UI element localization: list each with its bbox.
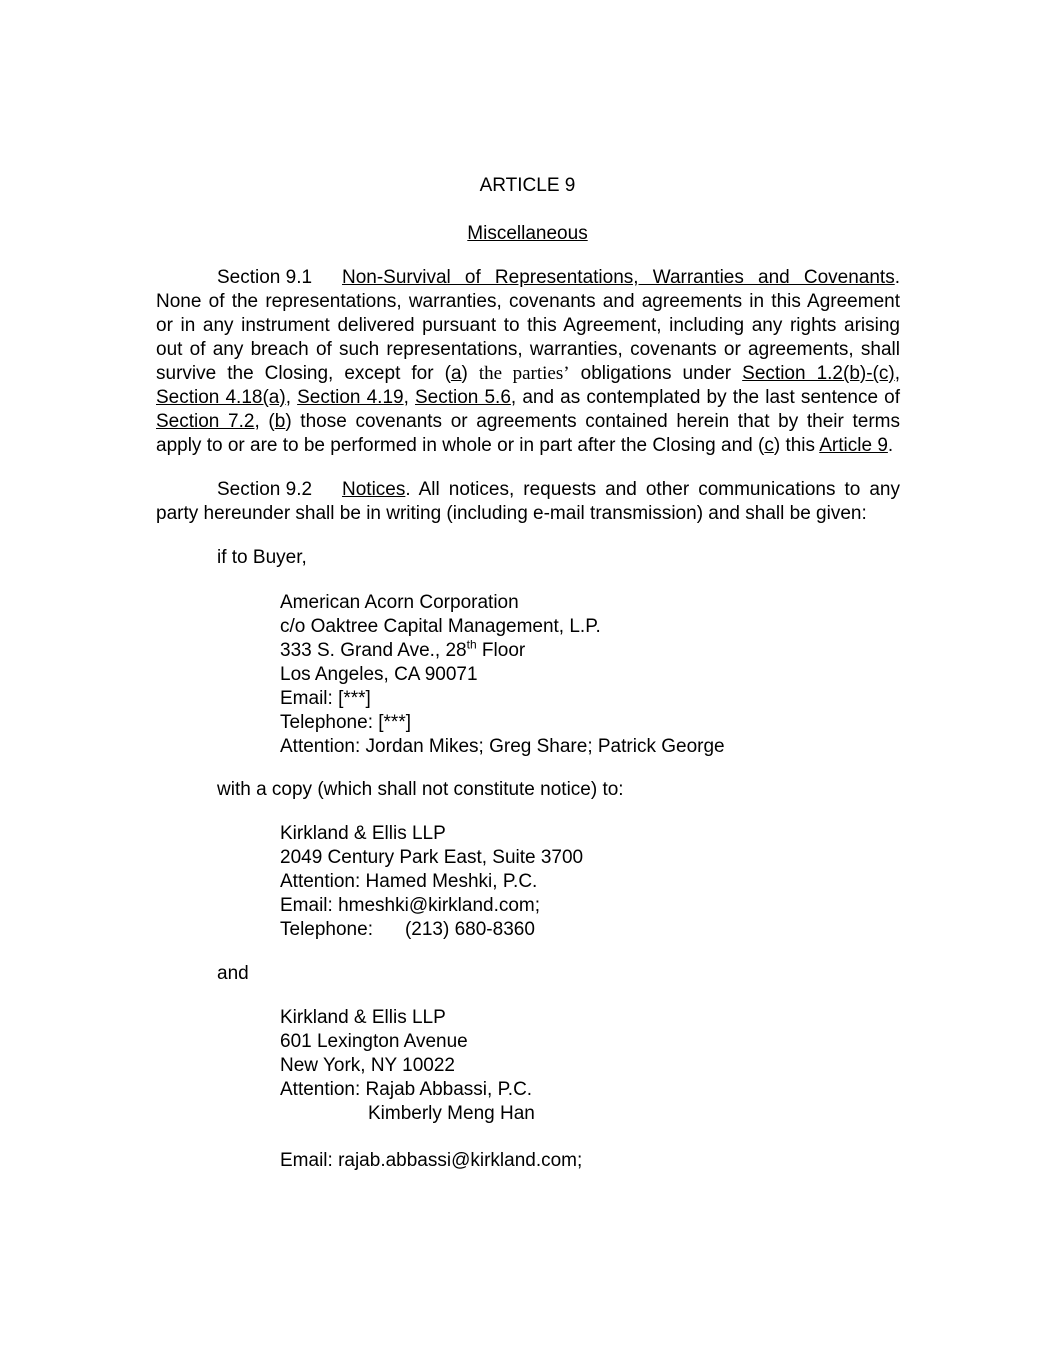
kirkland-la-firm: Kirkland & Ellis LLP bbox=[280, 823, 446, 844]
section-9-1-text: , and as contemplated by the last sentence of bbox=[510, 387, 901, 408]
section-9-1-text: ) this bbox=[773, 435, 820, 456]
cross-reference: Section 4.19 bbox=[297, 387, 404, 408]
section-9-1-text: , ( bbox=[254, 411, 275, 432]
clause-b-label: b bbox=[274, 411, 286, 432]
buyer-email: Email: [***] bbox=[280, 688, 371, 709]
section-9-1-paragraph bbox=[156, 266, 900, 458]
kirkland-ny-email: Email: rajab.abbassi@kirkland.com; bbox=[280, 1150, 583, 1171]
section-9-1-text: obligations under bbox=[569, 363, 743, 384]
buyer-street-text: 333 S. Grand Ave., 28 bbox=[280, 640, 467, 661]
kirkland-ny-attention: Attention: Rajab Abbassi, P.C. bbox=[280, 1079, 533, 1100]
buyer-telephone: Telephone: [***] bbox=[280, 712, 411, 733]
section-9-1-text: ) bbox=[461, 363, 479, 384]
and-text: and bbox=[217, 963, 249, 984]
copy-intro: with a copy (which shall not constitute notice) to: bbox=[217, 779, 624, 800]
kirkland-la-telephone-number: (213) 680-8360 bbox=[404, 919, 535, 940]
kirkland-la-address: 2049 Century Park East, Suite 3700 bbox=[280, 847, 584, 868]
clause-a-label: a bbox=[450, 363, 462, 384]
buyer-attention: Attention: Jordan Mikes; Greg Share; Patrick George bbox=[280, 736, 725, 757]
section-9-1-text: , bbox=[894, 363, 900, 384]
cross-reference: Article 9 bbox=[819, 435, 888, 456]
section-9-2-number: Section 9.2 bbox=[217, 479, 313, 500]
kirkland-la-block bbox=[280, 822, 583, 942]
buyer-intro: if to Buyer, bbox=[217, 547, 307, 568]
clause-c-label: c bbox=[764, 435, 774, 456]
article-heading: ARTICLE 9 bbox=[479, 175, 576, 196]
kirkland-la-telephone-label: Telephone: bbox=[280, 919, 373, 940]
buyer-street-floor: Floor bbox=[476, 640, 526, 661]
kirkland-ny-address: 601 Lexington Avenue bbox=[280, 1031, 468, 1052]
section-9-1-text: , bbox=[285, 387, 298, 408]
kirkland-ny-block bbox=[280, 1006, 535, 1126]
buyer-city: Los Angeles, CA 90071 bbox=[280, 664, 478, 685]
section-9-2-title: Notices bbox=[342, 479, 406, 500]
buyer-company: American Acorn Corporation bbox=[280, 592, 519, 613]
buyer-address-block bbox=[280, 591, 725, 759]
section-9-1-title: Non-Survival of Representations, Warranties and Covenants bbox=[342, 267, 895, 288]
section-9-1-text: ) those covenants or agreements contained herein that by their terms apply to or are to be performed in whole or in part after the Closing and ( bbox=[156, 411, 901, 456]
cross-reference: Section 7.2 bbox=[156, 411, 255, 432]
cross-reference: Section 1.2(b)-(c) bbox=[742, 363, 895, 384]
kirkland-la-attention: Attention: Hamed Meshki, P.C. bbox=[280, 871, 538, 892]
cross-reference: Section 4.18(a) bbox=[156, 387, 286, 408]
article-title-text: Miscellaneous bbox=[467, 223, 588, 244]
section-9-1-text: . bbox=[887, 435, 894, 456]
kirkland-la-email: Email: hmeshki@kirkland.com; bbox=[280, 895, 541, 916]
section-9-1-text: , bbox=[403, 387, 415, 408]
buyer-street-sup: th bbox=[466, 637, 477, 652]
buyer-care-of: c/o Oaktree Capital Management, L.P. bbox=[280, 616, 601, 637]
buyer-street bbox=[280, 639, 725, 663]
cross-reference: Section 5.6 bbox=[415, 387, 511, 408]
section-9-2-paragraph bbox=[156, 478, 900, 526]
section-9-1-text: the parties’ bbox=[478, 363, 570, 384]
section-9-1-number: Section 9.1 bbox=[217, 267, 313, 288]
kirkland-ny-attention-2: Kimberly Meng Han bbox=[368, 1103, 535, 1124]
kirkland-ny-firm: Kirkland & Ellis LLP bbox=[280, 1007, 446, 1028]
kirkland-la-telephone bbox=[280, 918, 583, 942]
article-title bbox=[0, 222, 1055, 246]
section-9-1-text: . None of the representations, warranties, covenants and agreements in this Agreement or in any instrument delivered pursuant to this Agreement, including any rights arising out of any breach of such representations, warranties, covenants or agreements, shall survive the Closing, except for ( bbox=[156, 267, 900, 384]
section-9-2-text: . All notices, requests and other communications to any party hereunder shall be in writing (including e-mail transmission) and shall be given: bbox=[156, 479, 900, 524]
kirkland-ny-city: New York, NY 10022 bbox=[280, 1055, 455, 1076]
